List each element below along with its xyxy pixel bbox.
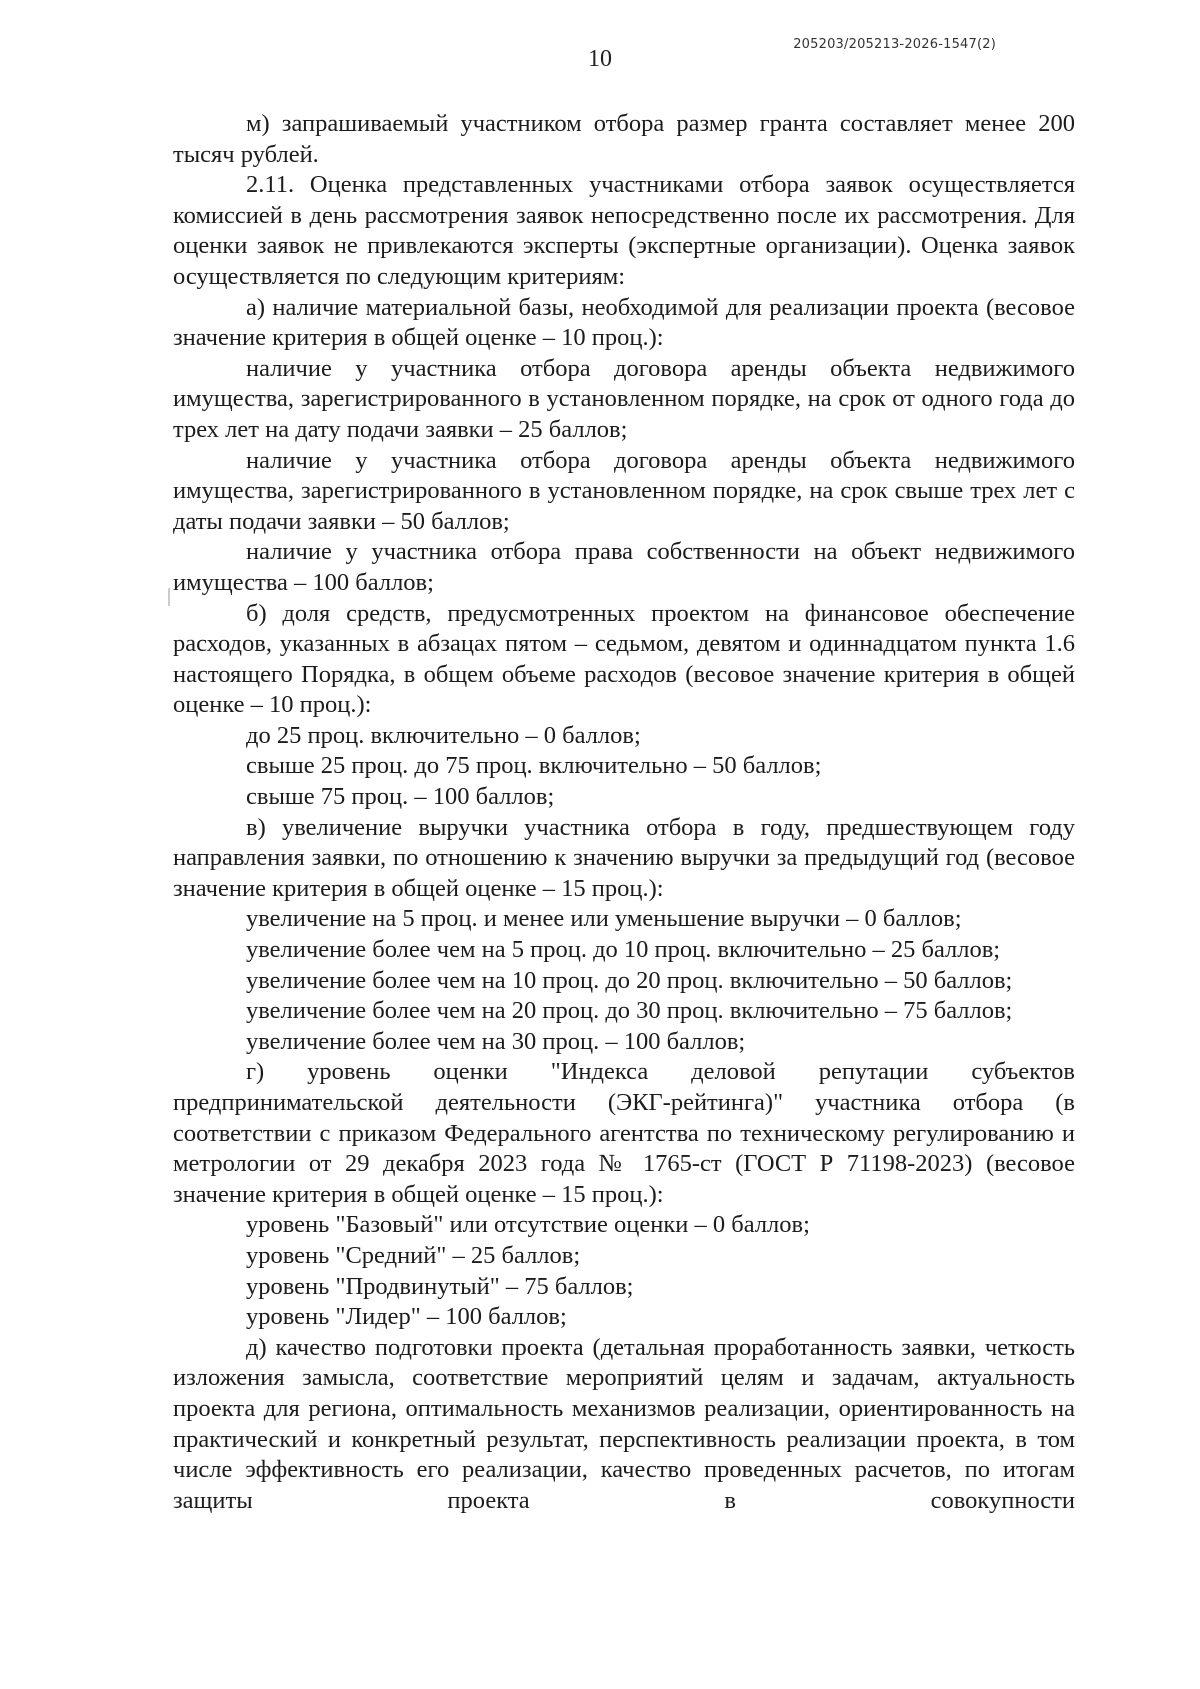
page-number: 10 [588,46,612,72]
criterion-b-option-1: до 25 проц. включительно – 0 баллов; [246,721,641,749]
criterion-v-option-3: увеличение более чем на 10 проц. до 20 проц. включительно – 50 баллов; [246,966,1013,994]
criterion-a-option-3: наличие у участника отбора права собственности на объект недвижимого имущества – 100 баллов; [173,538,1075,596]
criterion-g-option-3: уровень "Продвинутый" – 75 баллов; [246,1272,634,1300]
criterion-a: а) наличие материальной базы, необходимой для реализации проекта (весовое значение критерия в общей оценке – 10 проц.): [173,293,1075,352]
criterion-g-option-1: уровень "Базовый" или отсутствие оценки – 0 баллов; [246,1211,810,1239]
criterion-g: г) уровень оценки "Индекса деловой репутации субъектов предпринимательской деятельности (ЭКГ-рейтинга)" участника отбора (в соответствии с приказом Федерального агентства по техническому регулированию и метрологии от 29 декабря 2023 года № 1765-ст (ГОСТ Р 71198-2023) (весовое значение критерия в общей оценке – 15 проц.): [173,1058,1075,1208]
criterion-g-option-2: уровень "Средний" – 25 баллов; [246,1241,581,1269]
criterion-v-option-1: увеличение на 5 проц. и менее или уменьшение выручки – 0 баллов; [246,905,962,933]
criterion-v-option-5: увеличение более чем на 30 проц. – 100 баллов; [246,1027,746,1055]
scan-margin-mark [168,588,170,606]
criterion-g-option-4: уровень "Лидер" – 100 баллов; [246,1303,567,1331]
criterion-v-option-4: увеличение более чем на 20 проц. до 30 проц. включительно – 75 баллов; [246,997,1013,1025]
criterion-b-option-2: свыше 25 проц. до 75 проц. включительно – 50 баллов; [246,752,822,780]
criterion-b-option-3: свыше 75 проц. – 100 баллов; [246,783,555,811]
criterion-v-option-2: увеличение более чем на 5 проц. до 10 проц. включительно – 25 баллов; [246,936,1001,964]
criterion-a-option-1: наличие у участника отбора договора аренды объекта недвижимого имущества, зарегистрированного в установленном порядке, на срок от одного года до трех лет на дату подачи заявки – 25 баллов; [173,354,1075,443]
paragraph-2-11: 2.11. Оценка представленных участниками отбора заявок осуществляется комиссией в день рассмотрения заявок непосредственно после их рассмотрения. Для оценки заявок не привлекаются эксперты (экспертные организации). Оценка заявок осуществляется по следующим критериям: [173,171,1075,290]
criterion-a-option-2: наличие у участника отбора договора аренды объекта недвижимого имущества, зарегистрированного в установленном порядке, на срок свыше трех лет с даты подачи заявки – 50 баллов; [173,446,1075,535]
paragraph-item-m: м) запрашиваемый участником отбора размер гранта составляет менее 200 тысяч рублей. [173,110,1075,168]
document-registration-code: 205203/205213-2026-1547(2) [793,37,996,52]
criterion-v: в) увеличение выручки участника отбора в году, предшествующем году направления заявки, по отношению к значению выручки за предыдущий год (весовое значение критерия в общей оценке – 15 проц.): [173,813,1075,902]
criterion-b: б) доля средств, предусмотренных проектом на финансовое обеспечение расходов, указанных в абзацах пятом – седьмом, девятом и одиннадцатом пункта 1.6 настоящего Порядка, в общем объеме расходов (весовое значение критерия в общей оценке – 10 проц.): [173,599,1075,719]
criterion-d: д) качество подготовки проекта (детальная проработанность заявки, четкость изложения замысла, соответствие мероприятий целям и задачам, актуальность проекта для региона, оптимальность механизмов реализации, ориентированность на практический и конкретный результат, перспективность реализации проекта, в том числе эффективность его реализации, качество проведенных расчетов, по итогам защиты проекта в совокупности [173,1333,1075,1514]
document-body [173,109,1075,1516]
